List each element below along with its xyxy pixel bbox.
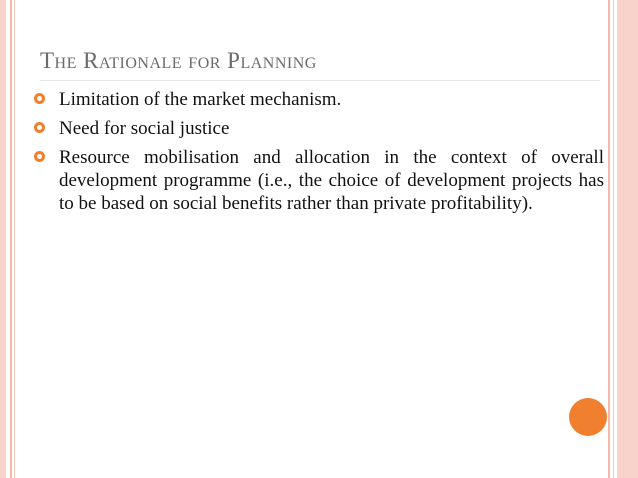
left-border-band	[0, 0, 6, 478]
bullet-list	[34, 88, 604, 221]
bullet-text: Resource mobilisation and allocation in the context of overall development programme (i.e., the choice of development projects has to be based on social benefits rather than private profitability).	[59, 147, 604, 214]
bullet-item	[34, 117, 604, 140]
decorative-orange-circle	[569, 398, 607, 436]
left-border-line-thin	[14, 0, 15, 478]
right-border-line-thin	[613, 0, 614, 478]
bullet-text: Need for social justice	[59, 118, 230, 139]
right-border-band	[617, 0, 638, 478]
title-underline	[40, 80, 600, 81]
bullet-text: Limitation of the market mechanism.	[59, 89, 342, 110]
bullet-ring-icon	[34, 151, 45, 162]
bullet-ring-icon	[34, 93, 45, 104]
bullet-ring-icon	[34, 122, 45, 133]
left-border-line	[10, 0, 12, 478]
bullet-item	[34, 146, 604, 215]
right-border-line	[608, 0, 610, 478]
slide-title: The Rationale for Planning	[40, 48, 317, 73]
bullet-item	[34, 88, 604, 111]
